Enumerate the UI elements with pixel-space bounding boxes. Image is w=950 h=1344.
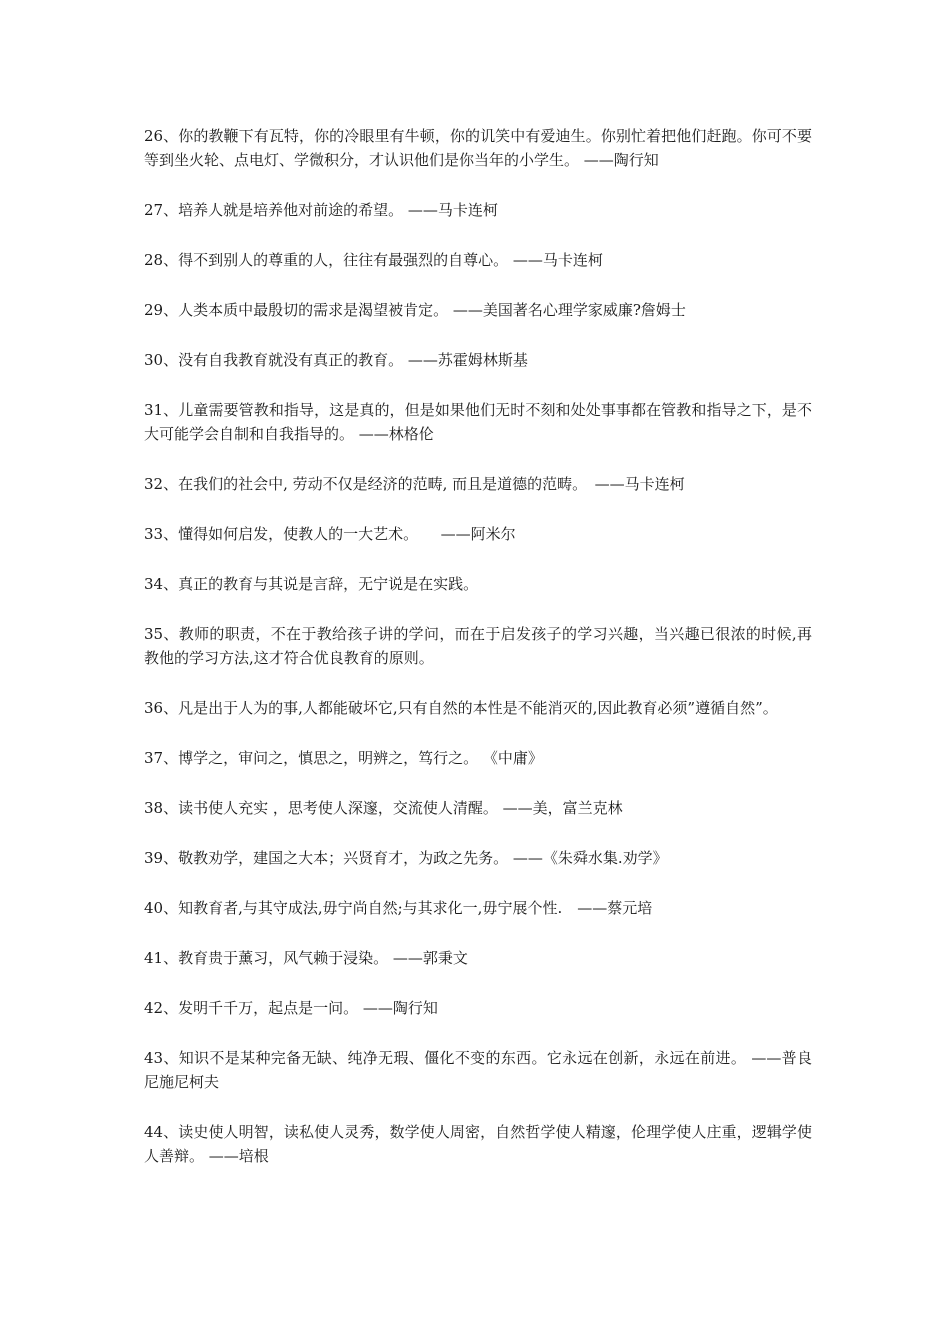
quote-29: 29、人类本质中最殷切的需求是渴望被肯定。 ——美国著名心理学家威廉?詹姆士 <box>144 301 686 319</box>
quote-42: 42、发明千千万，起点是一问。 ——陶行知 <box>144 999 438 1017</box>
document-page <box>144 124 812 1194</box>
quote-31: 31、儿童需要管教和指导，这是真的，但是如果他们无时不刻和处处事事都在管教和指导之下，是不大可能学会自制和自我指导的。 ——林格伦 <box>144 401 812 443</box>
quote-40: 40、知教育者,与其守成法,毋宁尚自然;与其求化一,毋宁展个性. ——蔡元培 <box>144 899 653 917</box>
quote-43: 43、知识不是某种完备无缺、纯净无瑕、僵化不变的东西。它永远在创新，永远在前进。 ——普良尼施尼柯夫 <box>144 1049 812 1091</box>
quote-30: 30、没有自我教育就没有真正的教育。 ——苏霍姆林斯基 <box>144 351 528 369</box>
quote-36: 36、凡是出于人为的事,人都能破坏它,只有自然的本性是不能消灭的,因此教育必须”遵循自然”。 <box>144 699 778 717</box>
quote-33: 33、懂得如何启发，使教人的一大艺术。 ——阿米尔 <box>144 525 516 543</box>
quote-44: 44、读史使人明智，读私使人灵秀，数学使人周密，自然哲学使人精邃，伦理学使人庄重，逻辑学使人善辩。 ——培根 <box>144 1123 812 1165</box>
quote-32: 32、在我们的社会中, 劳动不仅是经济的范畴, 而且是道德的范畴。 ——马卡连柯 <box>144 475 685 493</box>
quote-37: 37、博学之，审问之，慎思之，明辨之，笃行之。 《中庸》 <box>144 749 543 767</box>
quote-39: 39、敬教劝学，建国之大本；兴贤育才，为政之先务。 ——《朱舜水集.劝学》 <box>144 849 668 867</box>
quote-26: 26、你的教鞭下有瓦特，你的冷眼里有牛顿，你的讥笑中有爱迪生。你别忙着把他们赶跑。你可不要等到坐火轮、点电灯、学微积分，才认识他们是你当年的小学生。 ——陶行知 <box>144 127 812 169</box>
quote-35: 35、教师的职责，不在于教给孩子讲的学问，而在于启发孩子的学习兴趣，当兴趣已很浓的时候,再教他的学习方法,这才符合优良教育的原则。 <box>144 625 812 667</box>
quote-34: 34、真正的教育与其说是言辞，无宁说是在实践。 <box>144 575 479 593</box>
quote-28: 28、得不到别人的尊重的人，往往有最强烈的自尊心。 ——马卡连柯 <box>144 251 603 269</box>
quote-27: 27、培养人就是培养他对前途的希望。 ——马卡连柯 <box>144 201 498 219</box>
quote-41: 41、教育贵于薰习，风气赖于浸染。 ——郭秉文 <box>144 949 468 967</box>
quote-38: 38、读书使人充实 ，思考使人深邃，交流使人清醒。 ——美，富兰克林 <box>144 799 623 817</box>
